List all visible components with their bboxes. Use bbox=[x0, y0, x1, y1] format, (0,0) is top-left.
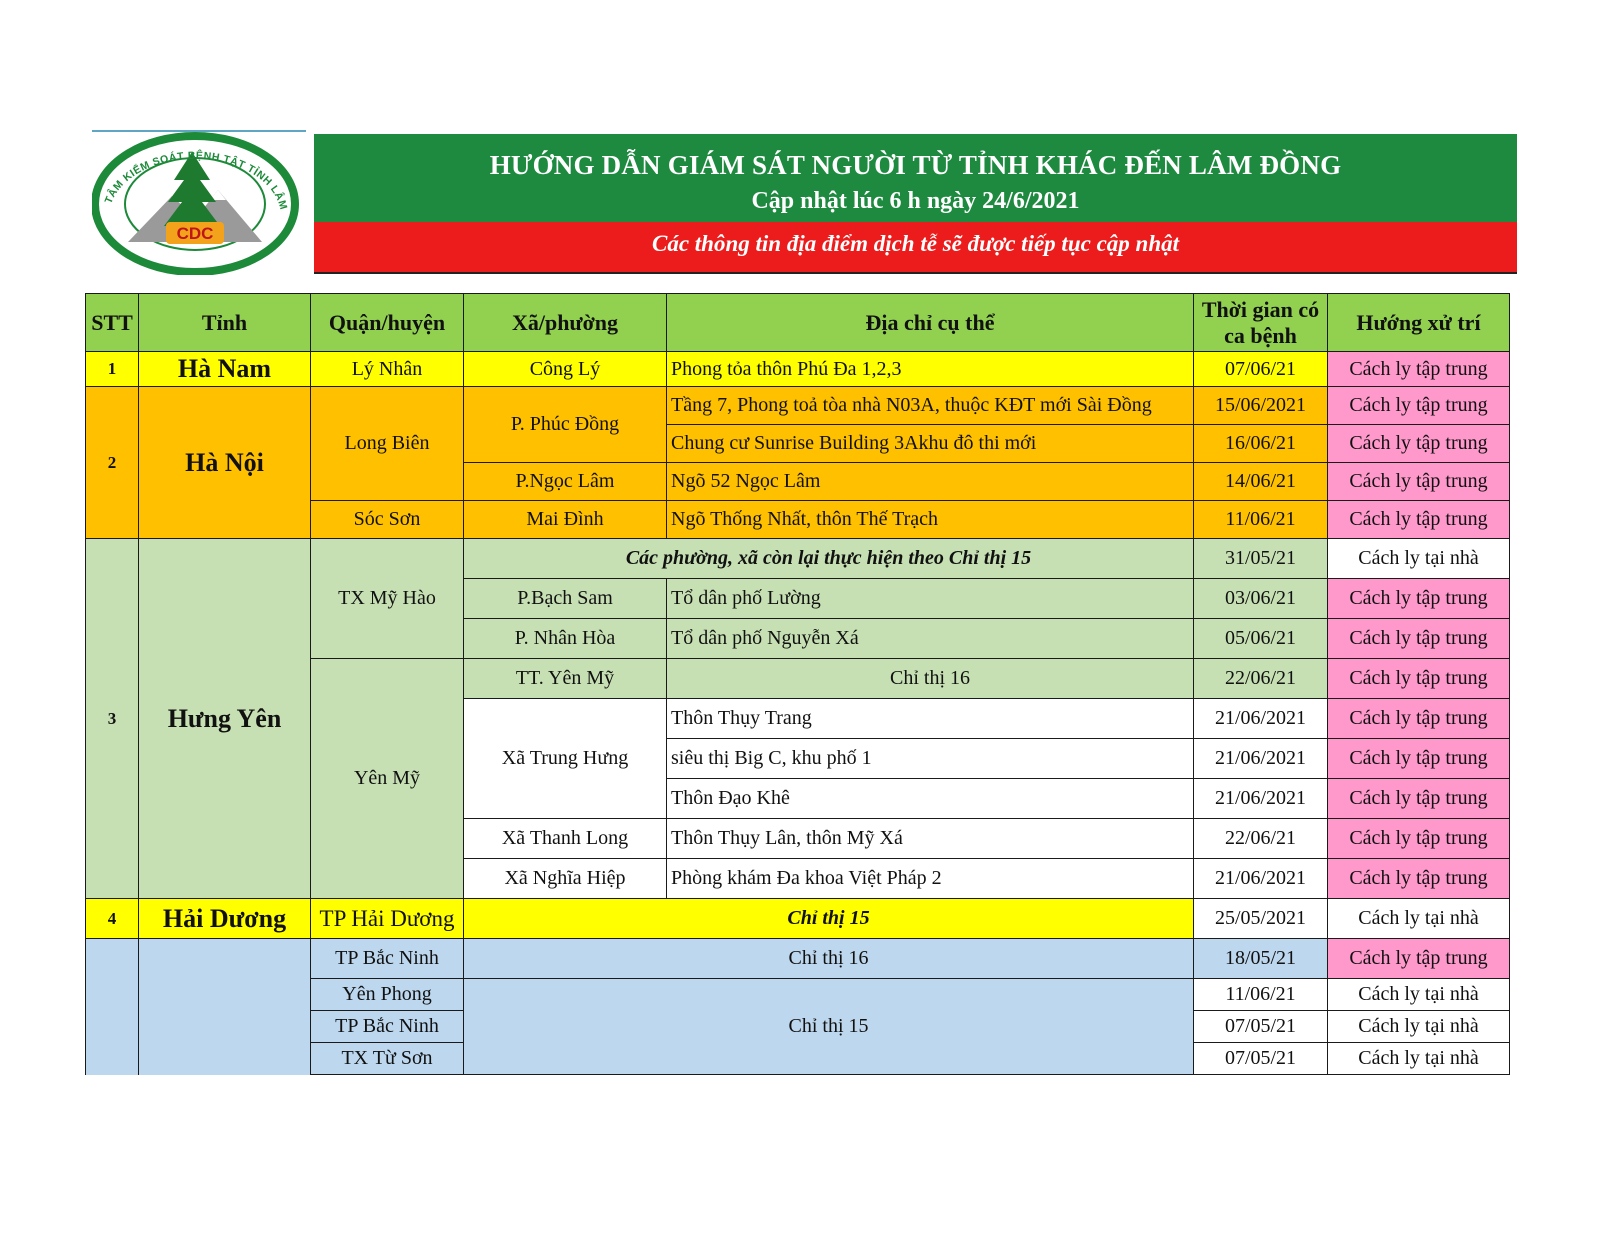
action-cell: Cách ly tại nhà bbox=[1328, 539, 1510, 579]
address-cell: Tổ dân phố Nguyễn Xá bbox=[667, 619, 1194, 659]
action-cell: Cách ly tại nhà bbox=[1328, 979, 1510, 1011]
address-cell: Thôn Thụy Trang bbox=[667, 699, 1194, 739]
surveillance-table bbox=[85, 293, 1510, 1075]
district-cell: TP Hải Dương bbox=[311, 899, 464, 939]
province-cell bbox=[139, 939, 311, 1075]
date-cell: 07/05/21 bbox=[1194, 1043, 1328, 1075]
district-cell: TP Bắc Ninh bbox=[311, 1011, 464, 1043]
action-cell: Cách ly tập trung bbox=[1328, 859, 1510, 899]
stt-cell: 2 bbox=[86, 387, 139, 539]
province-cell: Hà Nội bbox=[139, 387, 311, 539]
stt-cell: 4 bbox=[86, 899, 139, 939]
col-header-huong: Hướng xử trí bbox=[1328, 294, 1510, 352]
district-cell: Long Biên bbox=[311, 387, 464, 501]
page-title: HƯỚNG DẪN GIÁM SÁT NGƯỜI TỪ TỈNH KHÁC ĐẾN LÂM ĐỒNG bbox=[489, 150, 1342, 180]
address-cell: Phong tỏa thôn Phú Đa 1,2,3 bbox=[667, 352, 1194, 387]
action-cell: Cách ly tập trung bbox=[1328, 387, 1510, 425]
table-row bbox=[86, 387, 1510, 425]
date-cell: 22/06/21 bbox=[1194, 659, 1328, 699]
district-cell: TX Mỹ Hào bbox=[311, 539, 464, 659]
date-cell: 07/05/21 bbox=[1194, 1011, 1328, 1043]
action-cell: Cách ly tập trung bbox=[1328, 619, 1510, 659]
col-header-stt: STT bbox=[86, 294, 139, 352]
update-time: Cập nhật lúc 6 h ngày 24/6/2021 bbox=[751, 188, 1080, 214]
table-row bbox=[86, 352, 1510, 387]
province-cell: Hải Dương bbox=[139, 899, 311, 939]
address-cell: Chung cư Sunrise Building 3Akhu đô thi mới bbox=[667, 425, 1194, 463]
date-cell: 21/06/2021 bbox=[1194, 779, 1328, 819]
address-cell: Ngõ Thống Nhất, thôn Thế Trạch bbox=[667, 501, 1194, 539]
action-cell: Cách ly tại nhà bbox=[1328, 1011, 1510, 1043]
notice-text: Các thông tin địa điểm dịch tễ sẽ được tiếp tục cập nhật bbox=[651, 231, 1179, 256]
table-row bbox=[86, 899, 1510, 939]
action-cell: Cách ly tập trung bbox=[1328, 699, 1510, 739]
address-cell: Tổ dân phố Lường bbox=[667, 579, 1194, 619]
date-cell: 03/06/21 bbox=[1194, 579, 1328, 619]
table-header-row bbox=[86, 294, 1510, 352]
date-cell: 21/06/2021 bbox=[1194, 859, 1328, 899]
action-cell: Cách ly tập trung bbox=[1328, 779, 1510, 819]
date-cell: 22/06/21 bbox=[1194, 819, 1328, 859]
col-header-xa: Xã/phường bbox=[464, 294, 667, 352]
action-cell: Cách ly tập trung bbox=[1328, 463, 1510, 501]
address-cell: Thôn Đạo Khê bbox=[667, 779, 1194, 819]
stt-cell bbox=[86, 939, 139, 1075]
merged-note-cell: Chỉ thị 15 bbox=[464, 899, 1194, 939]
action-cell: Cách ly tại nhà bbox=[1328, 899, 1510, 939]
district-cell: Lý Nhân bbox=[311, 352, 464, 387]
date-cell: 21/06/2021 bbox=[1194, 699, 1328, 739]
merged-note-cell: Các phường, xã còn lại thực hiện theo Chỉ thị 15 bbox=[464, 539, 1194, 579]
table-row bbox=[86, 939, 1510, 979]
date-cell: 15/06/2021 bbox=[1194, 387, 1328, 425]
district-cell: Yên Mỹ bbox=[311, 659, 464, 899]
date-cell: 21/06/2021 bbox=[1194, 739, 1328, 779]
date-cell: 11/06/21 bbox=[1194, 501, 1328, 539]
date-cell: 14/06/21 bbox=[1194, 463, 1328, 501]
ward-cell: P.Bạch Sam bbox=[464, 579, 667, 619]
col-header-quan: Quận/huyện bbox=[311, 294, 464, 352]
merged-note-cell: Chỉ thị 16 bbox=[464, 939, 1194, 979]
logo-ring-text: TÂM KIỂM SOÁT BỆNH TẬT TỈNH LÂM bbox=[102, 149, 290, 212]
action-cell: Cách ly tập trung bbox=[1328, 659, 1510, 699]
date-cell: 16/06/21 bbox=[1194, 425, 1328, 463]
date-cell: 25/05/2021 bbox=[1194, 899, 1328, 939]
ward-cell: Mai Đình bbox=[464, 501, 667, 539]
ward-cell: P.Ngọc Lâm bbox=[464, 463, 667, 501]
stt-cell: 3 bbox=[86, 539, 139, 899]
action-cell: Cách ly tập trung bbox=[1328, 819, 1510, 859]
address-cell: Thôn Thụy Lân, thôn Mỹ Xá bbox=[667, 819, 1194, 859]
date-cell: 31/05/21 bbox=[1194, 539, 1328, 579]
ward-cell: Xã Thanh Long bbox=[464, 819, 667, 859]
district-cell: TP Bắc Ninh bbox=[311, 939, 464, 979]
col-header-tinh: Tỉnh bbox=[139, 294, 311, 352]
province-cell: Hà Nam bbox=[139, 352, 311, 387]
ward-cell: TT. Yên Mỹ bbox=[464, 659, 667, 699]
action-cell: Cách ly tập trung bbox=[1328, 739, 1510, 779]
stt-cell: 1 bbox=[86, 352, 139, 387]
date-cell: 18/05/21 bbox=[1194, 939, 1328, 979]
cdc-badge-text: CDC bbox=[176, 224, 214, 243]
date-cell: 05/06/21 bbox=[1194, 619, 1328, 659]
ward-cell: Công Lý bbox=[464, 352, 667, 387]
district-cell: TX Từ Sơn bbox=[311, 1043, 464, 1075]
cdc-logo bbox=[92, 130, 306, 275]
address-cell: Phòng khám Đa khoa Việt Pháp 2 bbox=[667, 859, 1194, 899]
date-cell: 07/06/21 bbox=[1194, 352, 1328, 387]
ward-cell: P. Nhân Hòa bbox=[464, 619, 667, 659]
col-header-diachi: Địa chỉ cụ thể bbox=[667, 294, 1194, 352]
address-cell: Tầng 7, Phong toả tòa nhà N03A, thuộc KĐT mới Sài Đồng bbox=[667, 387, 1194, 425]
date-cell: 11/06/21 bbox=[1194, 979, 1328, 1011]
address-cell: Chỉ thị 16 bbox=[667, 659, 1194, 699]
action-cell: Cách ly tập trung bbox=[1328, 579, 1510, 619]
district-cell: Yên Phong bbox=[311, 979, 464, 1011]
action-cell: Cách ly tại nhà bbox=[1328, 1043, 1510, 1075]
merged-note-cell: Chỉ thị 15 bbox=[464, 979, 1194, 1075]
action-cell: Cách ly tập trung bbox=[1328, 939, 1510, 979]
district-cell: Sóc Sơn bbox=[311, 501, 464, 539]
address-cell: siêu thị Big C, khu phố 1 bbox=[667, 739, 1194, 779]
ward-cell: Xã Trung Hưng bbox=[464, 699, 667, 819]
table-row bbox=[86, 539, 1510, 579]
action-cell: Cách ly tập trung bbox=[1328, 352, 1510, 387]
action-cell: Cách ly tập trung bbox=[1328, 425, 1510, 463]
province-cell: Hưng Yên bbox=[139, 539, 311, 899]
ward-cell: P. Phúc Đồng bbox=[464, 387, 667, 463]
ward-cell: Xã Nghĩa Hiệp bbox=[464, 859, 667, 899]
address-cell: Ngõ 52 Ngọc Lâm bbox=[667, 463, 1194, 501]
action-cell: Cách ly tập trung bbox=[1328, 501, 1510, 539]
col-header-thoigian: Thời gian có ca bệnh bbox=[1194, 294, 1328, 352]
